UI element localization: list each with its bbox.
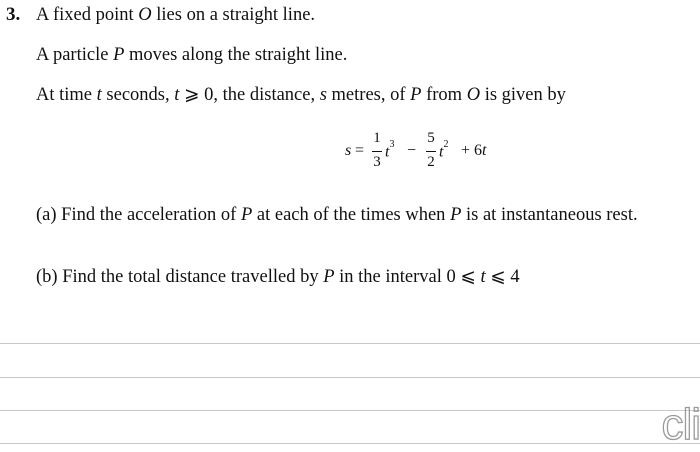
answer-line-2 (0, 377, 700, 378)
distance-formula: s = 1 3 $t^3$ − 5 2 $t^2$ + 6t (345, 130, 487, 170)
formula-term-2: $t^2$ (439, 139, 449, 161)
answer-line-1 (0, 343, 700, 344)
watermark-logo: cli (661, 400, 700, 449)
formula-lhs: s (345, 142, 352, 159)
part-b: (b) Find the total distance travelled by P in the interval 0 ⩽ t ⩽ 4 (36, 267, 520, 287)
formula-equals: = (355, 142, 365, 159)
answer-line-4 (0, 443, 700, 444)
formula-minus: − (407, 142, 417, 159)
part-a: (a) Find the acceleration of P at each of the times when P is at instantaneous rest. (36, 205, 638, 225)
question-line-3: At time t seconds, t ⩾ 0, the distance, s metres, of P from O is given by (36, 85, 566, 105)
question-line-2: A particle P moves along the straight line. (36, 45, 348, 65)
question-line-1: A fixed point O lies on a straight line. (36, 5, 316, 25)
question-number: 3. (6, 4, 21, 25)
answer-line-3 (0, 410, 700, 411)
formula-term-3: + 6t (461, 142, 487, 159)
formula-term-1: $t^3$ (385, 139, 395, 161)
